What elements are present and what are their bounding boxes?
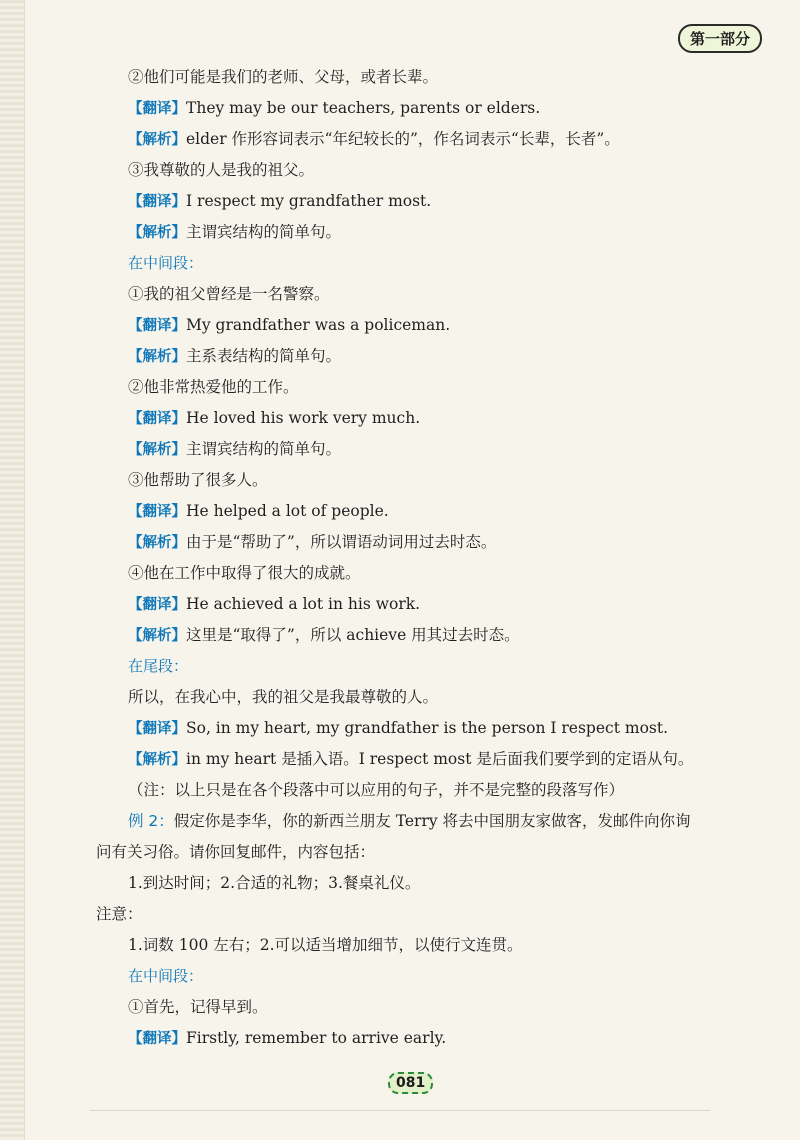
page-number: 081 [388, 1072, 433, 1094]
bottom-rule [90, 1110, 710, 1111]
line-text: ①我的祖父曾经是一名警察。 [128, 285, 330, 303]
text-line [0, 341, 800, 372]
line-tag: 【解析】 [128, 628, 186, 644]
text-line [0, 837, 800, 868]
text-line [0, 682, 800, 713]
section-heading: 在中间段： [128, 967, 204, 985]
section-tag: 第一部分 [678, 24, 762, 53]
line-tag: 【翻译】 [128, 194, 186, 210]
section-heading: 在尾段： [128, 657, 189, 675]
line-tag: 【翻译】 [128, 318, 186, 334]
line-tag: 【翻译】 [128, 721, 186, 737]
line-tag: 【翻译】 [128, 504, 186, 520]
line-tag: 【翻译】 [128, 597, 186, 613]
line-text: ②他们可能是我们的老师、父母，或者长辈。 [128, 68, 439, 86]
text-line [0, 93, 800, 124]
text-line [0, 527, 800, 558]
line-text: 1.词数 100 左右；2.可以适当增加细节，以使行文连贯。 [128, 936, 523, 954]
text-line [0, 589, 800, 620]
text-line [0, 434, 800, 465]
text-body [0, 62, 800, 1054]
text-line [0, 124, 800, 155]
line-text: 所以，在我心中，我的祖父是我最尊敬的人。 [128, 688, 439, 706]
line-text: 问有关习俗。请你回复邮件，内容包括： [96, 843, 376, 861]
text-line [0, 465, 800, 496]
example-label: 例 2： [128, 812, 174, 830]
line-text: 由于是“帮助了”，所以谓语动词用过去时态。 [186, 533, 497, 551]
text-line [0, 775, 800, 806]
line-text: in my heart 是插入语。I respect most 是后面我们要学到的定语从句。 [186, 750, 694, 768]
line-text: 这里是“取得了”，所以 achieve 用其过去时态。 [186, 626, 520, 644]
text-line [0, 403, 800, 434]
line-text: 假定你是李华，你的新西兰朋友 Terry 将去中国朋友家做客，发邮件向你询 [173, 812, 691, 830]
line-text: He achieved a lot in his work. [186, 595, 421, 613]
text-line [0, 155, 800, 186]
text-line [0, 868, 800, 899]
line-text: They may be our teachers, parents or elders. [186, 99, 541, 117]
line-text: 主谓宾结构的简单句。 [186, 223, 342, 241]
line-text: ③他帮助了很多人。 [128, 471, 268, 489]
line-text: Firstly, remember to arrive early. [186, 1029, 447, 1047]
line-text: I respect my grandfather most. [186, 192, 432, 210]
text-line [0, 310, 800, 341]
line-text: He helped a lot of people. [186, 502, 389, 520]
line-text: My grandfather was a policeman. [186, 316, 451, 334]
text-line [0, 961, 800, 992]
line-tag: 【翻译】 [128, 1031, 186, 1047]
text-line [0, 62, 800, 93]
section-heading: 在中间段： [128, 254, 204, 272]
line-tag: 【解析】 [128, 752, 186, 768]
line-tag: 【解析】 [128, 132, 186, 148]
text-line [0, 930, 800, 961]
text-line [0, 806, 800, 837]
line-text: 1.到达时间；2.合适的礼物；3.餐桌礼仪。 [128, 874, 421, 892]
line-text: 主系表结构的简单句。 [186, 347, 342, 365]
line-text: 注意： [96, 905, 143, 923]
text-line [0, 372, 800, 403]
line-text: 主谓宾结构的简单句。 [186, 440, 342, 458]
line-text: elder 作形容词表示“年纪较长的”，作名词表示“长辈，长者”。 [186, 130, 620, 148]
line-text: He loved his work very much. [186, 409, 421, 427]
text-line [0, 651, 800, 682]
text-line [0, 248, 800, 279]
text-line [0, 217, 800, 248]
line-text: ②他非常热爱他的工作。 [128, 378, 299, 396]
text-line [0, 1023, 800, 1054]
line-tag: 【解析】 [128, 349, 186, 365]
text-line [0, 992, 800, 1023]
line-tag: 【翻译】 [128, 101, 186, 117]
line-tag: 【翻译】 [128, 411, 186, 427]
text-line [0, 713, 800, 744]
text-line [0, 279, 800, 310]
line-tag: 【解析】 [128, 442, 186, 458]
text-line [0, 496, 800, 527]
line-text: So, in my heart, my grandfather is the person I respect most. [186, 719, 669, 737]
line-text: （注：以上只是在各个段落中可以应用的句子，并不是完整的段落写作） [128, 781, 625, 799]
line-text: ④他在工作中取得了很大的成就。 [128, 564, 361, 582]
text-line [0, 744, 800, 775]
line-text: ③我尊敬的人是我的祖父。 [128, 161, 315, 179]
line-tag: 【解析】 [128, 225, 186, 241]
line-text: ①首先，记得早到。 [128, 998, 268, 1016]
line-tag: 【解析】 [128, 535, 186, 551]
text-line [0, 620, 800, 651]
text-line [0, 899, 800, 930]
text-line [0, 186, 800, 217]
text-line [0, 558, 800, 589]
